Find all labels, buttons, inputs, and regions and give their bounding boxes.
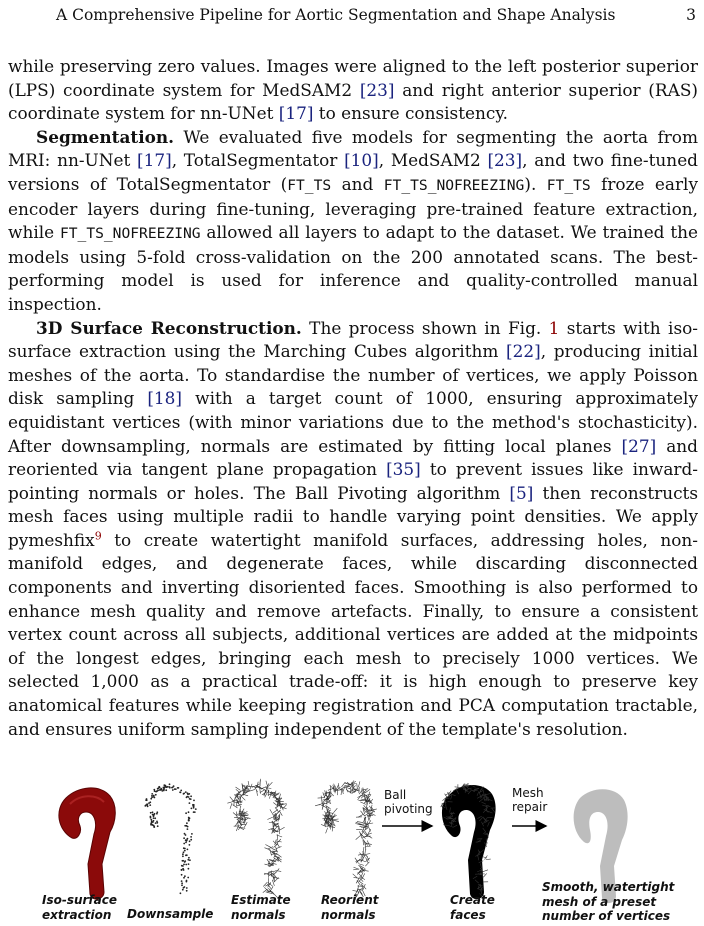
point-cloud-dot [164, 785, 166, 787]
pipeline-figure [0, 760, 704, 926]
citation-link[interactable]: [5] [509, 482, 534, 503]
point-cloud-dot [190, 836, 192, 838]
point-cloud-dot [193, 807, 195, 809]
point-cloud-dot [166, 786, 168, 788]
point-cloud-dot [182, 889, 184, 891]
normal-vector-line [272, 880, 274, 886]
running-title: A Comprehensive Pipeline for Aortic Segmentation and Shape Analysis [56, 6, 616, 24]
point-cloud-dot [165, 789, 167, 791]
normal-vector-line [268, 782, 272, 786]
normal-vector-line [333, 820, 339, 821]
point-cloud-dot [181, 869, 183, 871]
normal-vector-line [273, 814, 274, 820]
normal-vector-line [358, 781, 360, 787]
point-cloud-dot [169, 783, 171, 785]
normal-vector-line [330, 786, 331, 792]
normal-vector-line [249, 789, 255, 791]
point-cloud-dot [147, 806, 149, 808]
estimated-normals-cloud [227, 779, 286, 897]
normal-vector-line [355, 858, 358, 863]
point-cloud-dot [190, 798, 192, 800]
point-cloud-dot [153, 796, 155, 798]
point-cloud-dot [182, 868, 184, 870]
point-cloud-dot [152, 811, 154, 813]
normal-vector-line [356, 836, 361, 840]
point-cloud-dot [186, 887, 188, 889]
caption-smooth-mesh: Smooth, watertight mesh of a preset number of vertices [542, 880, 675, 923]
normal-vector-line [333, 808, 337, 813]
point-cloud-dot [154, 817, 156, 819]
point-cloud-dot [160, 788, 162, 790]
caption-downsample: Downsample [127, 907, 214, 921]
point-cloud-dot [153, 825, 155, 827]
normal-vector-line [274, 857, 280, 858]
normal-vector-line [358, 864, 364, 866]
normal-vector-line [267, 817, 272, 819]
point-cloud-dot [183, 847, 185, 849]
paragraph-heading: 3D Surface Reconstruction. [36, 317, 302, 338]
normal-vector-line [365, 846, 371, 847]
normal-vector-line [279, 827, 284, 830]
caption-estimate-normals: Estimate normals [231, 893, 291, 922]
point-cloud-dot [156, 822, 158, 824]
point-cloud-dot [189, 840, 191, 842]
point-cloud-dot [191, 808, 193, 810]
point-cloud-dot [184, 861, 186, 863]
point-cloud-dot [187, 826, 189, 828]
point-cloud-dot [153, 815, 155, 817]
normal-vector-line [363, 847, 364, 853]
normal-vector-line [358, 795, 362, 800]
point-cloud-dot [181, 884, 183, 886]
point-cloud-dot [185, 864, 187, 866]
citation-link[interactable]: [18] [147, 388, 183, 409]
point-cloud-dot [195, 808, 197, 810]
normal-vector-line [360, 824, 366, 826]
point-cloud-dot [188, 817, 190, 819]
point-cloud-dot [152, 824, 154, 826]
paragraph-segmentation: Segmentation. We evaluated five models for segmenting the aorta from MRI: nn-UNet [17], TotalSegmentator [10], MedSAM2 [23], and two fine-tuned versions of TotalSegmentator (FT_TS and FT_TS_NOFREEZING). FT_TS froze early encoder layers during fine-tuning, leveraging pre-trained feature extraction, while FT_TS_NOFREEZING allowed all layers to adapt to the dataset. We trained the models using 5-fold cross-validation on the 200 annotated scans. The best-performing model is used for inference and quality-controlled manual inspection. [8, 126, 699, 314]
normal-vector-line [279, 828, 280, 834]
point-cloud-dot [179, 791, 181, 793]
model-name: FT_TS [546, 176, 591, 194]
point-cloud-dot [178, 787, 180, 789]
mesh-repair-label: Mesh repair [512, 786, 548, 814]
point-cloud-dot [188, 868, 190, 870]
point-cloud-dot [150, 819, 152, 821]
point-cloud-dot [186, 854, 188, 856]
normal-vector-line [241, 809, 244, 814]
point-cloud-dot [180, 790, 182, 792]
model-name: FT_TS [287, 176, 332, 194]
normal-vector-line [367, 835, 372, 838]
point-cloud-dot [186, 880, 188, 882]
citation-link[interactable]: [22] [506, 341, 541, 362]
normal-vector-line [359, 787, 360, 793]
normal-vector-line [274, 826, 278, 831]
model-name: FT_TS_NOFREEZING [59, 225, 201, 243]
normal-vector-line [233, 800, 239, 801]
point-cloud-dot [181, 874, 183, 876]
point-cloud-dot [184, 850, 186, 852]
footnote-marker[interactable]: 9 [94, 529, 102, 543]
normal-vector-line [365, 795, 366, 801]
normal-vector-line [275, 871, 281, 872]
point-cloud-dot [186, 890, 188, 892]
point-cloud-dot [189, 802, 191, 804]
point-cloud-dot [187, 794, 189, 796]
point-cloud-dot [183, 837, 185, 839]
normal-vector-line [266, 891, 272, 892]
point-cloud-dot [181, 865, 183, 867]
normal-vector-line [236, 812, 237, 818]
point-cloud-dot [183, 843, 185, 845]
point-cloud-dot [188, 811, 190, 813]
normal-vector-line [265, 864, 271, 866]
point-cloud-dot [187, 877, 189, 879]
point-cloud-dot [172, 789, 174, 791]
point-cloud-dot [187, 828, 189, 830]
normal-vector-line [270, 809, 273, 814]
point-cloud-dot [172, 787, 174, 789]
normal-vector-line [326, 806, 327, 812]
normal-vector-line [455, 787, 460, 788]
normal-vector-line [357, 783, 358, 789]
citation-link[interactable]: [17] [278, 103, 314, 124]
point-cloud-dot [188, 820, 190, 822]
normal-vector-line [368, 820, 371, 825]
normal-vector-line [275, 808, 279, 813]
point-cloud-dot [180, 892, 182, 894]
point-cloud-dot [157, 790, 159, 792]
normal-vector-line [354, 877, 360, 878]
citation-link[interactable]: [23] [487, 150, 523, 171]
point-cloud-dot [163, 788, 165, 790]
point-cloud-dot [187, 859, 189, 861]
normal-vector-line [248, 781, 249, 787]
point-cloud-dot [182, 853, 184, 855]
point-cloud-dot [183, 877, 185, 879]
model-name: FT_TS_NOFREEZING [383, 176, 525, 194]
point-cloud-dot [190, 795, 192, 797]
point-cloud-dot [148, 802, 150, 804]
point-cloud-dot [186, 796, 188, 798]
point-cloud-dot [188, 857, 190, 859]
reoriented-normals-cloud [315, 781, 377, 900]
normal-vector-line [276, 847, 282, 849]
body-text [8, 55, 698, 741]
point-cloud-dot [153, 817, 155, 819]
normal-vector-line [353, 869, 359, 870]
figure-link[interactable]: 1 [548, 317, 560, 338]
normal-vector-line [273, 821, 274, 827]
normal-vector-line [265, 845, 270, 848]
point-cloud-dot [183, 887, 185, 889]
normal-vector-line [353, 874, 358, 878]
paragraph-surface-reconstruction: 3D Surface Reconstruction. The process shown in Fig. 1 starts with iso-surface extraction using the Marching Cubes algorithm [22], producing initial meshes of the aorta. To standardise the number of vertices, we apply Poisson disk sampling [18] with a target count of 1000, ensuring approximately equidistant vertices (with minor variations due to the method's stochasticity). After downsampling, normals are estimated by fitting local planes [27] and reoriented via tangent plane propagation [35] to prevent issues like inward-pointing normals or holes. The Ball Pivoting algorithm [5] then reconstructs mesh faces using multiple radii to handle varying point densities. We apply pymeshfix$^9$ to create watertight manifold surfaces, addressing holes, non-manifold edges, and degenerate faces, while discarding disconnected components and inverting disoriented faces. Smoothing is also performed to enhance mesh quality and remove artefacts. Finally, to ensure a consistent vertex count across all subjects, additional vertices are added at the midpoints of the longest edges, bringing each mesh to precisely 1000 vertices. We selected 1,000 as a practical trade-off: it is high enough to preserve key anatomical features while keeping registration and PCA computation tractable, and ensures uniform sampling independent of the template's resolution. [8, 317, 698, 739]
caption-reorient-normals: Reorient normals [321, 893, 379, 922]
point-cloud-dot [190, 839, 192, 841]
normal-vector-line [368, 826, 371, 831]
point-cloud-dot [191, 833, 193, 835]
point-cloud-dot [189, 859, 191, 861]
point-cloud-dot [182, 855, 184, 857]
point-cloud-dot [181, 880, 183, 882]
point-cloud-dot [145, 799, 147, 801]
normal-vector-line [342, 782, 346, 787]
page-number: 3 [686, 6, 696, 24]
point-cloud-dot [159, 789, 161, 791]
ball-pivoting-label: Ball pivoting [384, 788, 433, 816]
normal-vector-line [274, 814, 275, 820]
point-cloud-dot [193, 811, 195, 813]
point-cloud-dot [183, 793, 185, 795]
point-cloud-dot [186, 822, 188, 824]
normal-vector-line [365, 862, 369, 866]
point-cloud-dot [145, 804, 147, 806]
point-cloud-dot [150, 817, 152, 819]
point-cloud-dot [157, 825, 159, 827]
point-cloud-dot [174, 788, 176, 790]
normal-vector-line [266, 781, 268, 787]
normal-vector-line [333, 819, 339, 820]
normal-vector-line [365, 849, 366, 855]
normal-vector-line [483, 870, 488, 872]
paragraph-preprocessing: while preserving zero values. Images were aligned to the left posterior superior (LPS) coordinate system for MedSAM2 [23] and right anterior superior (RAS) coordinate system for nn-UNet [17] to ensure consistency. [8, 56, 698, 124]
normal-vector-line [241, 796, 245, 800]
normal-vector-line [357, 822, 363, 823]
point-cloud-dot [156, 813, 158, 815]
point-cloud-dot [188, 863, 190, 865]
point-cloud-dot [161, 790, 163, 792]
point-cloud-dot [186, 839, 188, 841]
caption-create-faces: Create faces [450, 893, 495, 922]
normal-vector-line [326, 828, 328, 834]
point-cloud-dot [183, 864, 185, 866]
iso-surface-mesh [59, 788, 115, 899]
point-cloud-dot [189, 844, 191, 846]
normal-vector-line [367, 823, 373, 824]
downsampled-point-cloud [144, 783, 196, 894]
citation-link[interactable]: [27] [621, 435, 657, 456]
normal-vector-line [269, 793, 271, 799]
running-header [0, 6, 704, 28]
normal-vector-line [279, 814, 280, 820]
point-cloud-dot [181, 882, 183, 884]
point-cloud-dot [152, 821, 154, 823]
point-cloud-dot [182, 860, 184, 862]
point-cloud-dot [150, 812, 152, 814]
citation-link[interactable]: [23] [359, 79, 395, 100]
caption-iso-surface: Iso-surface extraction [42, 893, 118, 922]
normal-vector-line [363, 884, 365, 890]
point-cloud-dot [153, 789, 155, 791]
point-cloud-dot [183, 851, 185, 853]
point-cloud-dot [151, 793, 153, 795]
point-cloud-dot [150, 798, 152, 800]
normal-vector-line [265, 790, 266, 796]
point-cloud-dot [184, 833, 186, 835]
point-cloud-dot [187, 849, 189, 851]
point-cloud-dot [158, 786, 160, 788]
normal-vector-line [332, 825, 333, 831]
point-cloud-dot [169, 787, 171, 789]
citation-link[interactable]: [17] [137, 150, 172, 171]
point-cloud-dot [185, 842, 187, 844]
point-cloud-dot [155, 822, 157, 824]
point-cloud-dot [185, 791, 187, 793]
point-cloud-dot [155, 794, 157, 796]
point-cloud-dot [184, 875, 186, 877]
point-cloud-dot [192, 805, 194, 807]
normal-vector-line [365, 789, 370, 793]
point-cloud-dot [193, 800, 195, 802]
point-cloud-dot [149, 804, 151, 806]
point-cloud-dot [185, 812, 187, 814]
paragraph-heading: Segmentation. [36, 126, 175, 147]
citation-link[interactable]: [35] [386, 459, 421, 480]
citation-link[interactable]: [10] [344, 150, 379, 171]
point-cloud-dot [151, 796, 153, 798]
normal-vector-line [230, 803, 232, 809]
